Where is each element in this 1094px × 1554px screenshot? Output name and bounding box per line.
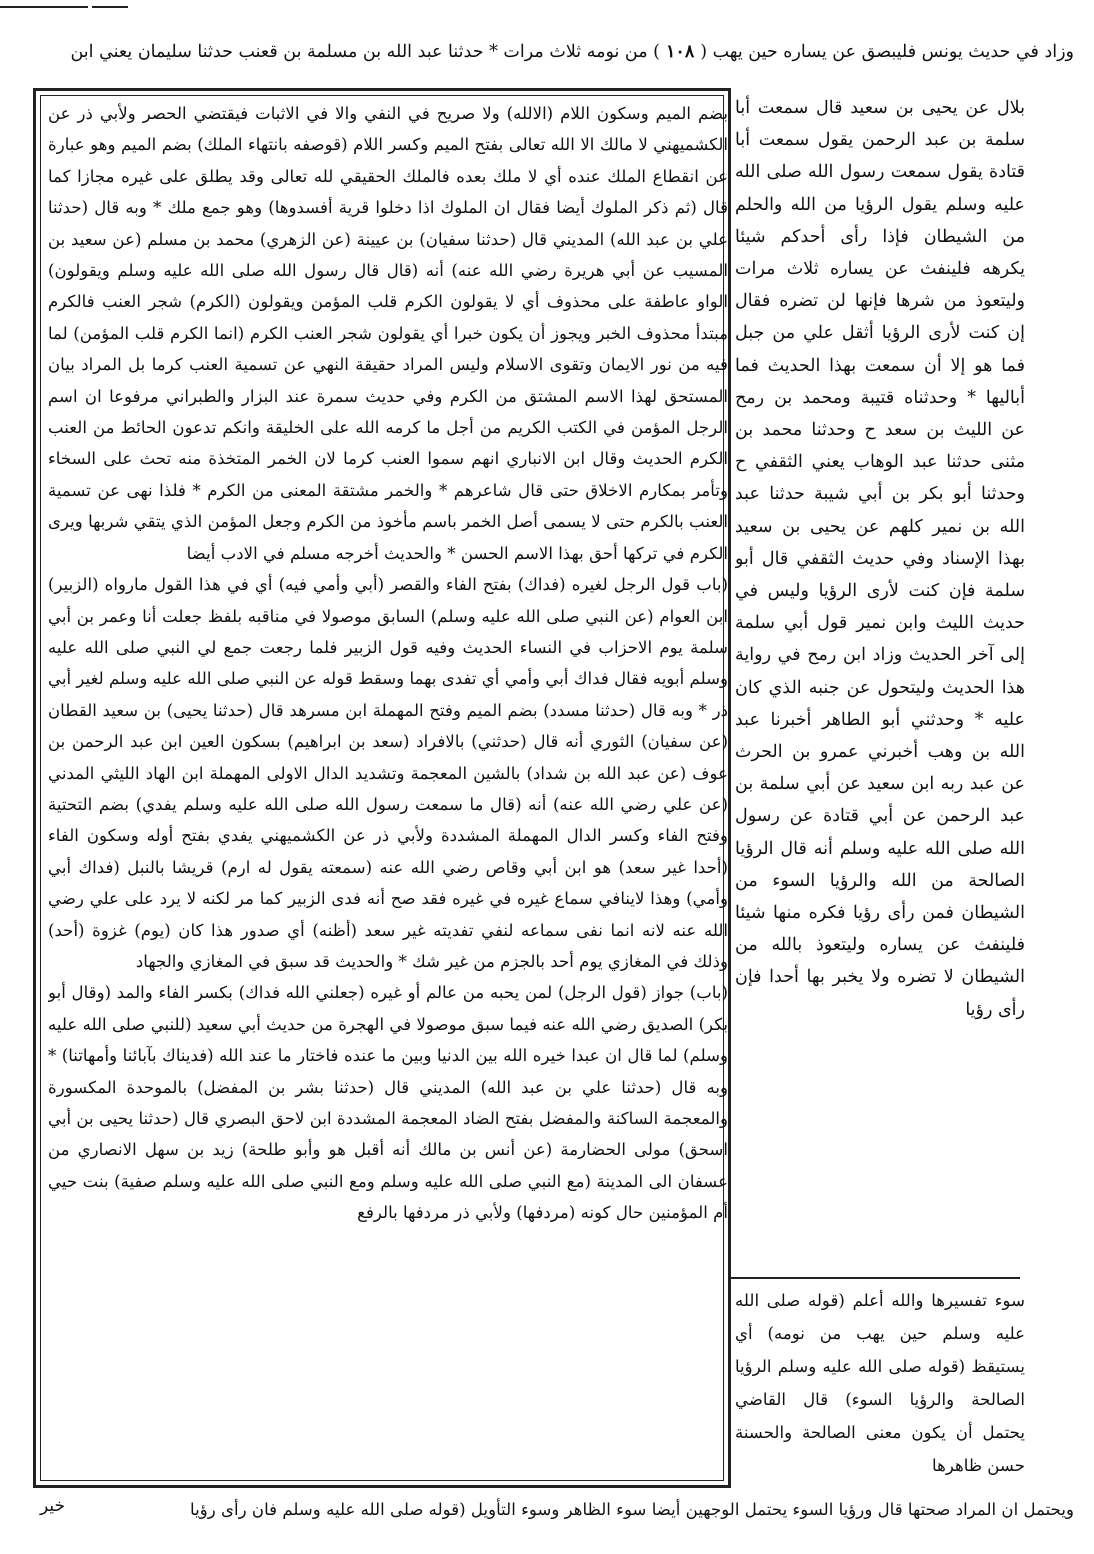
commentary-paragraph: (باب) جواز (قول الرجل) لمن يحبه من عالم أو غيره (جعلني الله فداك) بكسر الفاء والمد (وقال أبو بكر) الصديق رضي الله عنه فيما سبق موصولا في الهجرة من حديث أبي سعيد (للنبي صلى الله عليه وسلم) لما قال ان عبدا خيره الله بين الدنيا وبين ما عنده فاختار ما عند الله (فديناك بآبائنا وأمهاتنا) * وبه قال (حدثنا علي بن عبد الله) المديني قال (حدثنا بشر بن المفضل) بالموحدة المكسورة والمعجمة الساكنة والمفضل بفتح الضاد المعجمة المشددة ابن لاحق البصري قال (حدثنا يحيى بن أبي اسحق) مولى الحضارمة (عن أنس بن مالك أنه أقبل هو وأبو طلحة) زيد بن سهل الانصاري من عسفان الى المدينة (مع النبي صلى الله عليه وسلم ومع النبي صلى الله عليه وسلم صفية) بنت حيي أم المؤمنين حال كونه (مردفها) ولأبي ذر مردفها بالرفع: [48, 983, 728, 1223]
side-footnote: سوء تفسيرها والله أعلم (قوله صلى الله عليه وسلم حين يهب من نومه) أي يستيقظ (قوله صلى الله عليه وسلم الرؤيا الصالحة والرؤيا السوء) قال القاضي يحتمل أن يكون معنى الصالحة والحسنة حسن ظاهرها: [735, 1291, 1025, 1475]
page-number: ١٠٨: [666, 42, 695, 62]
catchword: خير: [40, 1496, 66, 1516]
footer-text: ويحتمل ان المراد صحتها قال ورؤيا السوء يحتمل الوجهين أيضا سوء الظاهر وسوء التأويل (قوله صلى الله عليه وسلم فان رأى رؤيا: [190, 1500, 1074, 1519]
commentary-paragraph: (باب قول الرجل لغيره (فداك) بفتح الفاء والقصر (أبي وأمي فيه) أي في هذا القول مارواه (الزبير) ابن العوام (عن النبي صلى الله عليه وسلم) السابق موصولا في مناقبه بلفظ جعلت أنا وعمر بن أبي سلمة يوم الاحزاب في النساء الحديث وفيه قول الزبير فلما رجعت جمع لي النبي صلى الله عليه وسلم أبويه فقال فداك أبي وأمي أي تفدى بهما وسقط قوله عن النبي صلى الله عليه وسلم لغير أبي ذر * وبه قال (حدثنا مسدد) بضم الميم وفتح المهملة ابن مسرهد قال (حدثنا يحيى) بن سعيد القطان (عن سفيان) الثوري أنه قال (حدثني) بالافراد (سعد بن ابراهيم) بسكون العين ابن عبد الرحمن بن عوف (عن عبد الله بن شداد) بالشين المعجمة وتشديد الدال الاولى المهملة ابن الهاد الليثي المدني (عن علي رضي الله عنه) أنه (قال ما سمعت رسول الله صلى الله عليه وسلم يفدي) بضم التحتية وفتح الفاء وكسر الدال المهملة المشددة ولأبي ذر عن الكشميهني يفدي بفتح أوله وسكون الفاء (أحدا غير سعد) هو ابن أبي وقاص رضي الله عنه (سمعته يقول له ارم) قريشا بالنبل (فداك أبي وأمي) وهذا لاينافي سماع غيره في غيره فقد صح أنه فدى الزبير كما مر لكنه لا يرد على علي رضي الله عنه لانه انما نفى سماعه لنفي تفديته غير سعد (أظنه) أي صدور هذا كان (يوم) غزوة (أحد) وذلك في المغازي يوم أحد بالجزم من غير شك * والحديث قد سبق في المغازي والجهاد: [48, 575, 728, 971]
top-rule-short: [92, 6, 128, 8]
side-column-divider: [728, 1277, 1020, 1279]
header-text-right: وزاد في حديث يونس فليبصق عن يساره حين يهب (: [700, 42, 1074, 62]
commentary-paragraph: بضم الميم وسكون اللام (الالله) ولا صريح في النفي والا في الاثبات فيقتضي الحصر ولأبي ذر عن الكشميهني لا مالك الا الله تعالى بفتح الميم وكسر اللام (قوصفه بانتهاء الملك) بضم الميم وهو عبارة عن انقطاع الملك عنده أي لا ملك بعده فالملك الحقيقي لله تعالى وقد يطلق على غيره مجازا كما قال (ثم ذكر الملوك أيضا فقال ان الملوك اذا دخلوا قرية أفسدوها) وهو جمع ملك * وبه قال (حدثنا علي بن عبد الله) المديني قال (حدثنا سفيان) بن عيينة (عن الزهري) محمد بن مسلم (عن سعيد بن المسيب عن أبي هريرة رضي الله عنه) أنه (قال قال رسول الله صلى الله عليه وسلم ويقولون) الواو عاطفة على محذوف أي لا يقولون الكرم قلب المؤمن ويقولون (الكرم) شجر العنب فالكرم مبتدأ محذوف الخبر ويجوز أن يكون خبرا أي يقولون شجر العنب الكرم (انما الكرم قلب المؤمن) لما فيه من نور الايمان وتقوى الاسلام وليس المراد حقيقة النهي عن تسمية العنب كرما بل المراد بيان المستحق لهذا الاسم المشتق من الكرم وفي حديث سمرة عند البزار والطبراني مرفوعا ان اسم الرجل المؤمن في الكتب الكريم من أجل ما كرمه الله على الخليقة وانكم تدعون الحائط من العنب الكرم الحديث وقال ابن الانباري انهم سموا العنب كرما لان الخمر المتخذة منه تحث على السخاء وتأمر بمكارم الاخلاق حتى قال شاعرهم * والخمر مشتقة المعنى من الكرم * فلذا نهى عن تسمية العنب بالكرم حتى لا يسمى أصل الخمر باسم مأخوذ من الكرم وجعل المؤمن الذي يتقي شربها ويرى الكرم في تركها أحق بهذا الاسم الحسن * والحديث أخرجه مسلم في الادب أيضا: [48, 104, 728, 563]
hadith-side-column: بلال عن يحيى بن سعيد قال سمعت أبا سلمة بن عبد الرحمن يقول سمعت أبا قتادة يقول سمعت رسول الله صلى الله عليه وسلم يقول الرؤيا من الله والحلم من الشيطان فإذا رأى أحدكم شيئا يكرهه فلينفث عن يساره ثلاث مرات وليتعوذ من شرها فإنها لن تضره فقال إن كنت لأرى الرؤيا أثقل علي من جبل فما هو إلا أن سمعت بهذا الحديث فما أباليها * وحدثناه قتيبة ومحمد بن رمح عن الليث بن سعد ح وحدثنا محمد بن مثنى حدثنا عبد الوهاب يعني الثقفي ح وحدثنا أبو بكر بن أبي شيبة حدثنا عبد الله بن نمير كلهم عن يحيى بن سعيد بهذا الإسناد وفي حديث الثقفي قال أبو سلمة فإن كنت لأرى الرؤيا وليس في حديث الليث وابن نمير قول أبي سلمة إلى آخر الحديث وزاد ابن رمح في رواية هذا الحديث وليتحول عن جنبه الذي كان عليه * وحدثني أبو الطاهر أخبرنا عبد الله بن وهب أخبرني عمرو بن الحرث عن عبد ربه ابن سعيد عن أبي سلمة بن عبد الرحمن عن أبي قتادة عن رسول الله صلى الله عليه وسلم أنه قال الرؤيا الصالحة من الله والرؤيا السوء من الشيطان فمن رأى رؤيا فكره منها شيئا فلينفث عن يساره وليتعوذ بالله من الشيطان لا تضره ولا يخبر بها أحدا فإن رأى رؤيا: [735, 98, 1025, 1020]
commentary-text: [48, 98, 728, 1486]
page-header: [34, 40, 1074, 90]
page-footer: [34, 1494, 1074, 1534]
top-rule: [0, 6, 88, 8]
header-text-left: ) من نومه ثلاث مرات * حدثنا عبد الله بن مسلمة بن قعنب حدثنا سليمان يعني ابن: [70, 42, 661, 62]
